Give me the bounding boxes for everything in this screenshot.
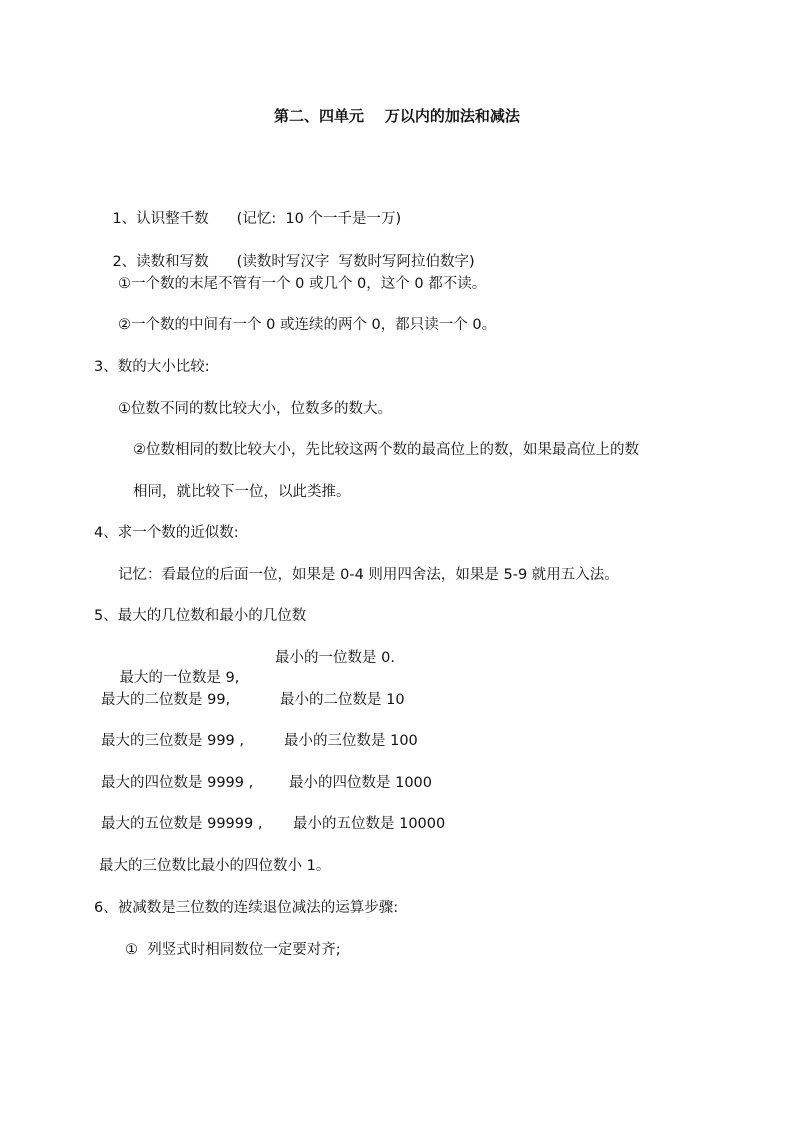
section-6-item-1: ① 列竖式时相同数位一定要对齐;	[125, 942, 341, 958]
section-2-item-2: ②一个数的中间有一个 0 或连续的两个 0，都只读一个 0。	[118, 317, 497, 333]
section-5-heading: 5、最大的几位数和最小的几位数	[94, 608, 307, 624]
section-4-text: 记忆：看最位的后面一位，如果是 0-4 则用四舍法，如果是 5-9 就用五入法。	[118, 567, 619, 583]
section-1-heading: 1、认识整千数	[112, 211, 209, 227]
section-1-note: (记忆: 10 个一千是一万)	[236, 211, 402, 227]
section-3-item-2: ②位数相同的数比较大小，先比较这两个数的最高位上的数，如果最高位上的数	[133, 442, 639, 458]
max-value-text: 最大的一位数是 9,	[119, 670, 240, 686]
section-2-heading: 2、读数和写数	[112, 254, 209, 270]
page-title: 第二、四单元 万以内的加法和减法	[274, 107, 520, 125]
max-value-text: 最大的五位数是 99999 ,	[101, 816, 263, 832]
min-value-text: 最小的四位数是 1000	[289, 775, 433, 791]
section-4-heading: 4、求一个数的近似数:	[94, 525, 239, 541]
section-6-heading: 6、被减数是三位数的连续退位减法的运算步骤:	[94, 900, 399, 916]
section-3-item-1: ①位数不同的数比较大小，位数多的数大。	[118, 401, 392, 417]
min-value-text: 最小的二位数是 10	[280, 692, 405, 708]
min-value-text: 最小的五位数是 10000	[293, 816, 446, 832]
section-5-conclusion: 最大的三位数比最小的四位数小 1。	[99, 858, 331, 874]
section-2-note: (读数时写汉字 写数时写阿拉伯数字)	[236, 254, 475, 270]
min-value-text: 最小的一位数是 0.	[275, 650, 395, 666]
section-2-item-1: ①一个数的末尾不管有一个 0 或几个 0，这个 0 都不读。	[118, 276, 487, 292]
max-value-text: 最大的三位数是 999 ,	[101, 733, 245, 749]
min-value-text: 最小的三位数是 100	[284, 733, 418, 749]
max-value-text: 最大的二位数是 99,	[101, 692, 231, 708]
max-value-text: 最大的四位数是 9999 ,	[101, 775, 254, 791]
section-3-item-2-cont: 相同，就比较下一位，以此类推。	[133, 484, 351, 500]
section-3-heading: 3、数的大小比较:	[94, 359, 210, 375]
